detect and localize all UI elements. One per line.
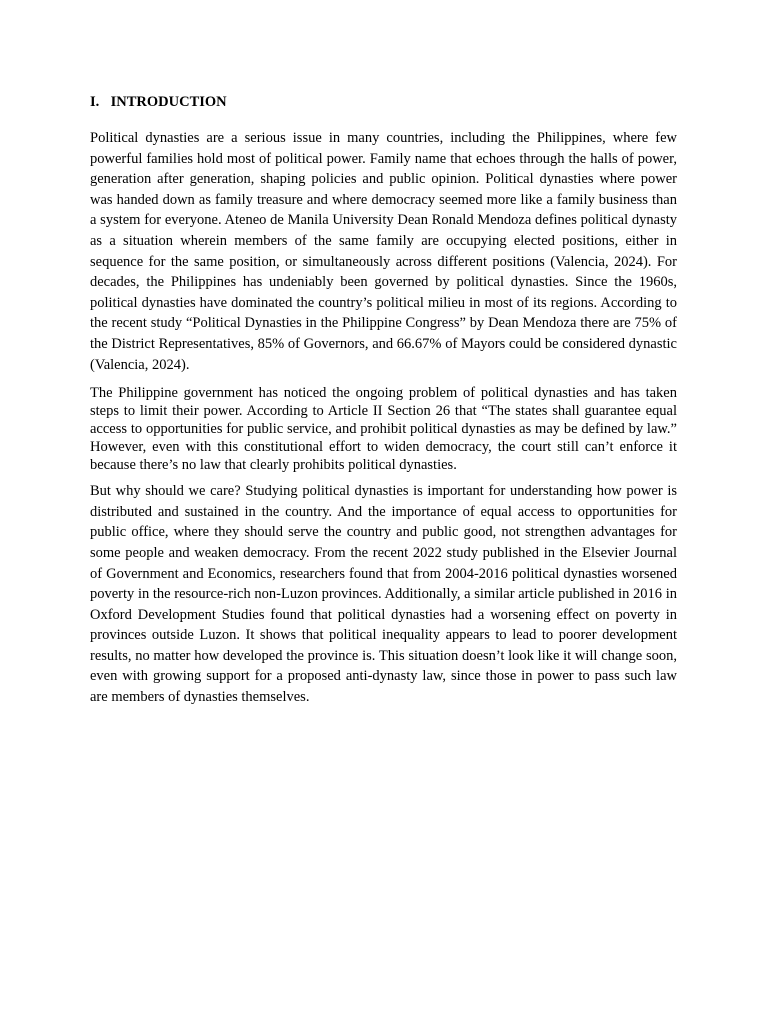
section-title: INTRODUCTION	[110, 94, 227, 110]
paragraph-1: Political dynasties are a serious issue in many countries, including the Philippines, where few powerful families hold most of political power. Family name that echoes through the halls of power, generation after generation, shaping policies and public opinion. Political dynasties where power was handed down as family treasure and where democracy seemed more like a family business than a system for everyone. Ateneo de Manila University Dean Ronald Mendoza defines political dynasty as a situation wherein members of the same family are occupying elected positions, either in sequence for the same position, or simultaneously across different positions (Valencia, 2024). For decades, the Philippines has undeniably been governed by political dynasties. Since the 1960s, political dynasties have dominated the country’s political milieu in most of its regions. According to the recent study “Political Dynasties in the Philippine Congress” by Dean Mendoza there are 75% of the District Representatives, 85% of Governors, and 66.67% of Mayors could be considered dynastic (Valencia, 2024).	[90, 130, 677, 373]
section-heading	[90, 94, 677, 111]
paragraph-2: The Philippine government has noticed the ongoing problem of political dynasties and has taken steps to limit their power. According to Article II Section 26 that “The states shall guarantee equal access to opportunities for public service, and prohibit political dynasties as may be defined by law.” However, even with this constitutional effort to widen democracy, the court still can’t enforce it because there’s no law that clearly prohibits political dynasties.	[90, 385, 677, 474]
section-number: I.	[90, 94, 100, 110]
paragraph-3: But why should we care? Studying political dynasties is important for understanding how power is distributed and sustained in the country. And the importance of equal access to opportunities for public office, where they should serve the country and public good, not strengthen advantages for some people and weaken democracy. From the recent 2022 study published in the Elsevier Journal of Government and Economics, researchers found that from 2004-2016 political dynasties worsened poverty in the resource-rich non-Luzon provinces. Additionally, a similar article published in 2016 in Oxford Development Studies found that political dynasties had a worsening effect on poverty in provinces outside Luzon. It shows that political inequality appears to lead to poorer development results, no matter how developed the province is. This situation doesn’t look like it will change soon, even with growing support for a proposed anti-dynasty law, since those in power to pass such law are members of dynasties themselves.	[90, 483, 677, 706]
document-body	[90, 94, 677, 708]
